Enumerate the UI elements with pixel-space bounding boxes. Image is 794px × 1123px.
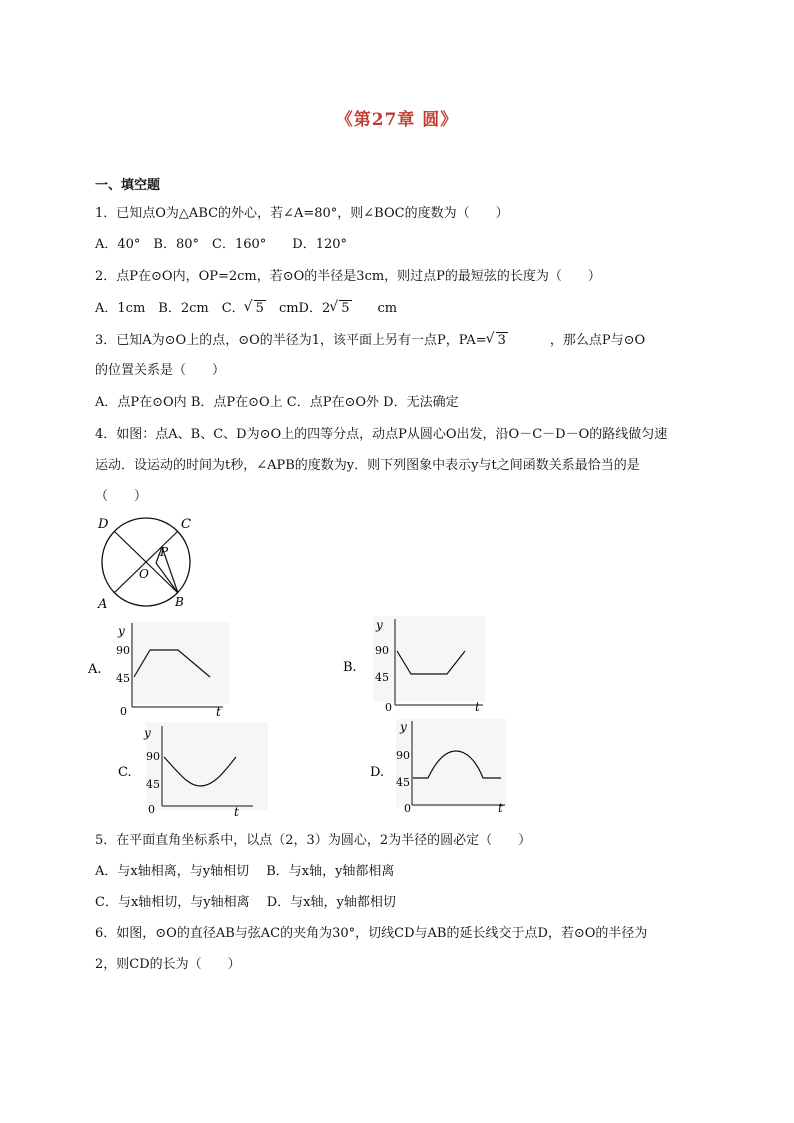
section-heading: 一、填空题: [95, 178, 161, 193]
q6-line2: 2，则CD的长为（ ）: [95, 957, 241, 972]
q5-options-1: A．与x轴相离，与y轴相切 B．与x轴，y轴都相离: [95, 864, 395, 879]
q3-sqrt: √ 3: [487, 333, 508, 349]
q4-line3: （ ）: [95, 489, 148, 504]
label-p: P: [160, 545, 169, 559]
q3-stem-line2: 的位置关系是（ ）: [95, 363, 226, 378]
q6-line1: 6．如图，⊙O的直径AB与弦AC的夹角为30°，切线CD与AB的延长线交于点D，若⊙O的半径为: [95, 926, 648, 941]
svg-text:45: 45: [146, 778, 160, 791]
svg-text:y: y: [118, 624, 125, 638]
svg-text:90: 90: [116, 644, 130, 657]
q4-circle-figure: [92, 514, 202, 612]
label-a: A: [98, 597, 108, 612]
graph-a-label: A.: [88, 662, 102, 677]
label-b: B: [175, 595, 184, 609]
q2-sqrt-c: √ 5: [245, 301, 266, 317]
graph-b: [343, 613, 493, 713]
q4-line1: 4．如图：点A、B、C、D为⊙O上的四等分点，动点P从圆心O出发，沿O－C－D－O的路线做匀速: [95, 427, 668, 442]
graph-b-label: B.: [343, 660, 357, 675]
graph-d: [370, 715, 520, 815]
svg-text:0: 0: [120, 705, 127, 717]
label-o: O: [139, 567, 149, 581]
label-d: D: [98, 517, 109, 532]
svg-text:y: y: [144, 726, 151, 740]
graph-c: [118, 720, 278, 820]
svg-text:t: t: [216, 705, 221, 717]
svg-text:90: 90: [396, 749, 410, 762]
page-title: 《第27章 圆》: [335, 110, 459, 130]
svg-text:0: 0: [385, 701, 392, 713]
svg-text:t: t: [498, 801, 503, 815]
svg-text:t: t: [475, 700, 480, 713]
q2-options-ab: A．1cm B．2cm C．: [95, 301, 245, 316]
q2-options: [95, 301, 397, 317]
q3-stem: 3．已知A为⊙O上的点，⊙O的半径为1，该平面上另有一点P，PA=√ 3 ，那么点P与⊙O: [95, 333, 645, 349]
graph-a: [88, 617, 238, 717]
svg-text:45: 45: [375, 671, 389, 684]
graph-d-label: D.: [370, 765, 385, 780]
q1-stem: 1．已知点O为△ABC的外心，若∠A=80°，则∠BOC的度数为（ ）: [95, 206, 509, 221]
svg-text:45: 45: [116, 672, 130, 685]
svg-text:0: 0: [404, 802, 411, 815]
q1-options: A．40° B．80° C．160° D．120°: [95, 237, 348, 252]
graph-c-label: C.: [118, 765, 132, 780]
q2-unit-c: cmD．2: [265, 301, 331, 316]
svg-text:t: t: [234, 805, 239, 819]
q3-options: A．点P在⊙O内 B．点P在⊙O上 C．点P在⊙O外 D．无法确定: [95, 395, 459, 410]
q5-options-2: C．与x轴相切，与y轴相离 D．与x轴，y轴都相切: [95, 895, 396, 910]
svg-text:45: 45: [396, 776, 410, 789]
svg-text:y: y: [376, 618, 383, 632]
q4-line2: 运动．设运动的时间为t秒，∠APB的度数为y．则下列图象中表示y与t之间函数关系最恰当的是: [95, 458, 640, 473]
q2-sqrt-d: √ 5: [330, 301, 351, 317]
svg-text:y: y: [400, 720, 407, 734]
svg-text:90: 90: [375, 644, 389, 657]
label-c: C: [181, 517, 191, 532]
svg-text:90: 90: [146, 750, 160, 763]
svg-text:0: 0: [148, 803, 155, 816]
q5-stem: 5．在平面直角坐标系中，以点（2，3）为圆心，2为半径的圆必定（ ）: [95, 833, 532, 848]
q2-stem: 2．点P在⊙O内，OP=2cm，若⊙O的半径是3cm，则过点P的最短弦的长度为（ ）: [95, 269, 601, 284]
q2-unit-d: cm: [351, 301, 398, 316]
